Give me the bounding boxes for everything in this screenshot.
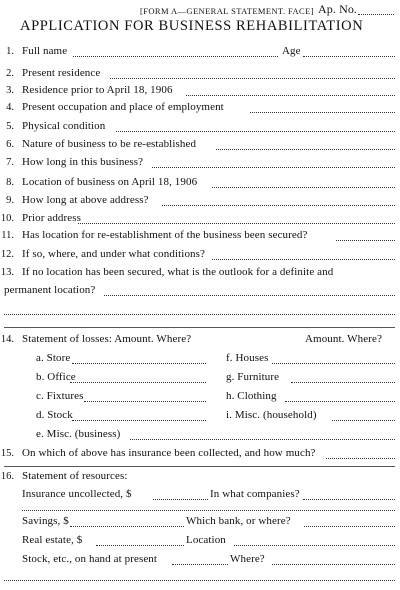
item-label: Residence prior to April 18, 1906 [22, 84, 173, 96]
item-number: 7. [6, 157, 14, 168]
loss-misc-household-label: i. Misc. (household) [226, 409, 317, 421]
loss-misc-household-field[interactable] [332, 420, 395, 421]
item-number: 8. [6, 177, 14, 188]
savings-label: Savings, $ [22, 515, 69, 527]
outlook-field-line-2[interactable] [4, 314, 395, 315]
ap-no-label: Ap. No. [318, 2, 358, 16]
item-label-full-name: Full name [22, 45, 68, 57]
item-number: 2. [6, 68, 14, 79]
companies-field-line-2[interactable] [22, 510, 395, 511]
section-divider [4, 327, 395, 328]
form-label: [FORM A—GENERAL STATEMENT. FACE] [140, 6, 314, 16]
savings-field[interactable] [70, 526, 184, 527]
conditions-field[interactable] [212, 259, 395, 260]
item-number: 11. [1, 230, 14, 241]
present-residence-field[interactable] [110, 78, 395, 79]
loss-store-label: a. Store [36, 352, 71, 364]
insurance-uncollected-label: Insurance uncollected, $ [22, 488, 132, 500]
full-name-field[interactable] [73, 56, 278, 57]
loss-clothing-label: h. Clothing [226, 390, 277, 402]
item-number: 9. [6, 195, 14, 206]
insurance-uncollected-field[interactable] [153, 499, 208, 500]
insurance-collected-field[interactable] [326, 458, 395, 459]
stock-on-hand-field[interactable] [172, 564, 228, 565]
in-what-companies-label: In what companies? [210, 488, 300, 500]
item-label: Has location for re-establishment of the business been secured? [22, 229, 308, 241]
section-divider [4, 466, 395, 467]
resources-label: Statement of resources: [22, 470, 128, 482]
item-label: Present residence [22, 67, 101, 79]
item-label: Present occupation and place of employment [22, 101, 224, 113]
item-number: 5. [6, 121, 14, 132]
loss-houses-field[interactable] [272, 363, 395, 364]
stock-on-hand-label: Stock, etc., on hand at present [22, 553, 158, 565]
how-long-business-field[interactable] [152, 167, 395, 168]
loss-fixtures-label: c. Fixtures [36, 390, 84, 402]
nature-of-business-field[interactable] [216, 149, 395, 150]
real-estate-label: Real estate, $ [22, 534, 83, 546]
age-field[interactable] [303, 56, 395, 57]
item-number: 12. [0, 249, 14, 260]
loss-misc-business-field[interactable] [130, 439, 395, 440]
item-number: 4. [6, 102, 14, 113]
item-number: 1. [6, 46, 14, 57]
loss-office-field[interactable] [70, 382, 206, 383]
location-label: Location [186, 534, 226, 546]
item-number: 6. [6, 139, 14, 150]
item-number: 14. [0, 334, 14, 345]
item-label: How long in this business? [22, 156, 144, 168]
item-label: If so, where, and under what conditions? [22, 248, 206, 260]
occupation-field[interactable] [250, 112, 395, 113]
losses-label-right: Amount. Where? [305, 333, 382, 345]
outlook-field[interactable] [104, 295, 395, 296]
item-number: 16. [0, 471, 14, 482]
item-label-continued: permanent location? [4, 284, 96, 296]
item-label-age: Age [282, 45, 301, 57]
business-location-field[interactable] [212, 187, 395, 188]
companies-field[interactable] [303, 499, 395, 500]
item-label: Prior address [22, 212, 82, 224]
how-long-address-field[interactable] [162, 205, 395, 206]
physical-condition-field[interactable] [116, 131, 395, 132]
loss-office-label: b. Office [36, 371, 76, 383]
item-label: How long at above address? [22, 194, 149, 206]
item-number: 15. [0, 448, 14, 459]
loss-fixtures-field[interactable] [84, 401, 206, 402]
ap-no-field[interactable] [358, 14, 394, 15]
real-estate-field[interactable] [96, 545, 184, 546]
item-number: 3. [6, 85, 14, 96]
prior-residence-field[interactable] [186, 95, 395, 96]
loss-misc-business-label: e. Misc. (business) [36, 428, 121, 440]
loss-furniture-label: g. Furniture [226, 371, 280, 383]
item-label: Location of business on April 18, 1906 [22, 176, 198, 188]
stock-field-line-2[interactable] [4, 580, 395, 581]
insurance-collected-label: On which of above has insurance been collected, and how much? [22, 447, 316, 459]
loss-stock-label: d. Stock [36, 409, 73, 421]
which-bank-label: Which bank, or where? [186, 515, 291, 527]
which-bank-field[interactable] [304, 526, 395, 527]
item-label: If no location has been secured, what is the outlook for a definite and [22, 266, 334, 278]
form-title: APPLICATION FOR BUSINESS REHABILITATION [20, 18, 364, 34]
loss-stock-field[interactable] [72, 420, 206, 421]
stock-where-field[interactable] [272, 564, 395, 565]
item-label: Nature of business to be re-established [22, 138, 197, 150]
real-estate-location-field[interactable] [234, 545, 395, 546]
loss-houses-label: f. Houses [226, 352, 269, 364]
item-number: 10. [0, 213, 14, 224]
prior-address-field[interactable] [78, 223, 395, 224]
location-secured-field[interactable] [336, 240, 395, 241]
losses-label: Statement of losses: Amount. Where? [22, 333, 192, 345]
item-number: 13. [0, 267, 14, 278]
loss-store-field[interactable] [72, 363, 206, 364]
loss-furniture-field[interactable] [291, 382, 395, 383]
stock-where-label: Where? [230, 553, 265, 565]
item-label: Physical condition [22, 120, 106, 132]
loss-clothing-field[interactable] [285, 401, 395, 402]
